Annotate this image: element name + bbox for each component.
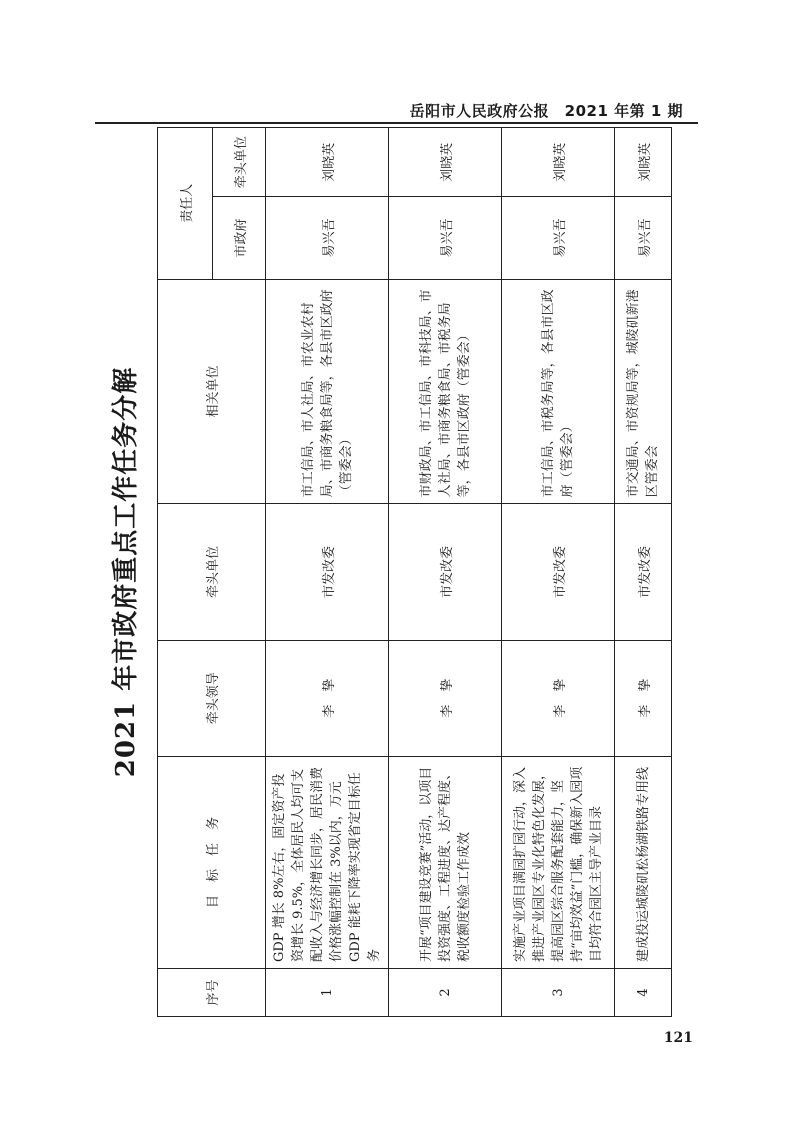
page-number: 121 — [663, 1030, 693, 1046]
cell-lead-leader: 李 挚 — [266, 640, 389, 756]
header-responsible: 责任人 — [158, 128, 213, 280]
cell-seq: 3 — [502, 969, 615, 1017]
cell-city-gov: 易兴吾 — [502, 197, 615, 279]
cell-lead-leader: 李 挚 — [502, 640, 615, 756]
cell-target: 实施产业项目满园扩园行动，深入推进产业园区专业化特色化发展，提高园区综合服务配套能力，坚持“亩均效益”门槛，确保新入园项目均符合园区主导产业目录 — [502, 756, 615, 968]
task-table — [157, 127, 672, 1017]
cell-city-gov: 易兴吾 — [266, 197, 389, 279]
table-row — [615, 128, 672, 1017]
cell-related-units: 市工信局、市人社局、市农业农村局、市商务粮食局等，各县市区政府（管委会） — [266, 279, 389, 504]
cell-related-units: 市交通局、市资规局等，城陵矶新港区管委会 — [615, 279, 672, 504]
cell-target: GDP 增长 8%左右，固定资产投资增长 9.5%，全体居民人均可支配收入与经济增长同步，居民消费价格涨幅控制在 3%以内，万元 GDP 能耗下降率实现省定目标任务 — [266, 756, 389, 968]
document-title: 2021 年市政府重点工作任务分解 — [111, 366, 141, 778]
cell-lead-unit-person: 刘晓英 — [389, 128, 502, 197]
header-related-units: 相关单位 — [158, 279, 266, 504]
bulletin-title: 岳阳市人民政府公报 2021 年第 1 期 — [409, 102, 683, 120]
cell-lead-leader: 李 挚 — [389, 640, 502, 756]
rotated-content — [95, 127, 691, 1017]
landscape-page — [95, 127, 691, 1017]
cell-lead-unit-person: 刘晓英 — [615, 128, 672, 197]
cell-target: 开展“项目建设竞赛”活动，以项目投资强度、工程进度、达产程度、税收额度检验工作成效 — [389, 756, 502, 968]
cell-related-units: 市工信局、市税务局等，各县市区政府（管委会） — [502, 279, 615, 504]
cell-target: 建成投运城陵矶松杨湖铁路专用线 — [615, 756, 672, 968]
header-lead-unit-person: 牵头单位 — [213, 128, 266, 197]
cell-city-gov: 易兴吾 — [389, 197, 502, 279]
header-city-gov: 市政府 — [213, 197, 266, 279]
header-lead-leader: 牵头领导 — [158, 640, 266, 756]
cell-seq: 4 — [615, 969, 672, 1017]
cell-seq: 1 — [266, 969, 389, 1017]
cell-lead-unit: 市发改委 — [502, 504, 615, 640]
cell-lead-unit-person: 刘晓英 — [502, 128, 615, 197]
cell-lead-unit: 市发改委 — [389, 504, 502, 640]
header-rule — [95, 122, 698, 124]
table-row — [502, 128, 615, 1017]
cell-city-gov: 易兴吾 — [615, 197, 672, 279]
table-row — [389, 128, 502, 1017]
header-lead-unit: 牵头单位 — [158, 504, 266, 640]
header-seq: 序号 — [158, 969, 266, 1017]
cell-related-units: 市财政局、市工信局、市科技局、市人社局、市商务粮食局、市税务局等，各县市区政府（管委会） — [389, 279, 502, 504]
cell-lead-unit: 市发改委 — [266, 504, 389, 640]
table-row — [266, 128, 389, 1017]
cell-lead-unit-person: 刘晓英 — [266, 128, 389, 197]
cell-lead-leader: 李 挚 — [615, 640, 672, 756]
cell-lead-unit: 市发改委 — [615, 504, 672, 640]
table-header-row — [158, 128, 213, 1017]
header-target: 目 标 任 务 — [158, 756, 266, 968]
cell-seq: 2 — [389, 969, 502, 1017]
